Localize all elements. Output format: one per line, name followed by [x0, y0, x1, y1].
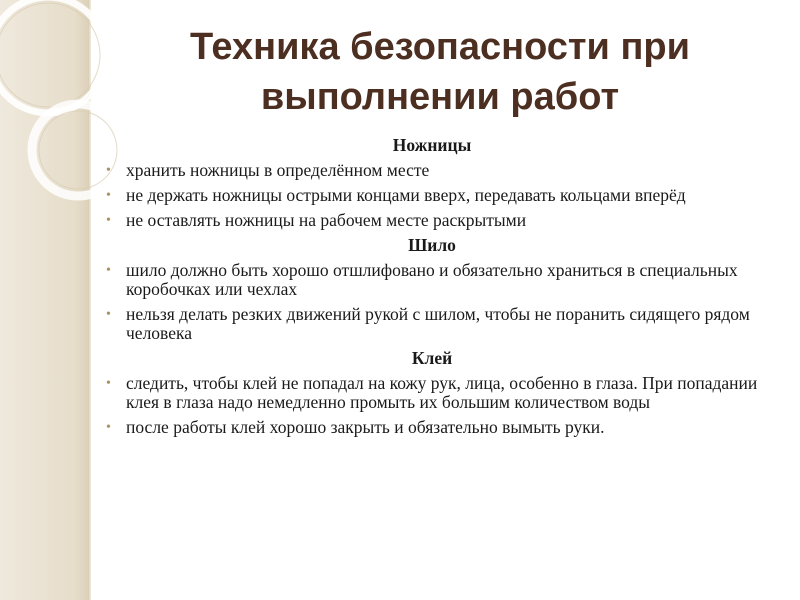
list-item [102, 261, 762, 299]
slide-title: Техника безопасности при выполнении работ [190, 26, 690, 118]
section-heading: Ножницы [392, 135, 472, 155]
bullet-icon: • [106, 307, 111, 322]
list-item-text: шило должно быть хорошо отшлифовано и обязательно храниться в специальных коробочках или чехлах [126, 260, 738, 299]
section-heading: Шило [408, 235, 456, 255]
section-heading: Клей [411, 348, 453, 368]
list-item-text: не оставлять ножницы на рабочем месте раскрытыми [126, 210, 527, 230]
list-item [102, 186, 762, 205]
bullet-icon: • [106, 420, 111, 435]
section-scissors [102, 136, 762, 230]
bullet-list [102, 374, 762, 437]
large-ring-shadow [0, 3, 100, 107]
list-item [102, 305, 762, 343]
bullet-list [102, 161, 762, 230]
list-item-text: следить, чтобы клей не попадал на кожу рук, лица, особенно в глаза. При попадании клея в глаза надо немедленно промыть их большим количеством воды [126, 373, 758, 412]
list-item-text: нельзя делать резких движений рукой с шилом, чтобы не поранить сидящего рядом человека [126, 304, 750, 343]
bullet-icon: • [106, 213, 111, 228]
list-item [102, 418, 762, 437]
section-glue [102, 349, 762, 437]
slide-content [102, 136, 762, 443]
bullet-icon: • [106, 163, 111, 178]
list-item [102, 374, 762, 412]
list-item [102, 211, 762, 230]
section-awl [102, 236, 762, 343]
bullet-icon: • [106, 188, 111, 203]
list-item-text: хранить ножницы в определённом месте [126, 160, 430, 180]
bullet-icon: • [106, 376, 111, 391]
list-item [102, 161, 762, 180]
list-item-text: после работы клей хорошо закрыть и обязательно вымыть руки. [126, 417, 605, 437]
bullet-list [102, 261, 762, 343]
bullet-icon: • [106, 263, 111, 278]
list-item-text: не держать ножницы острыми концами вверх, передавать кольцами вперёд [126, 185, 686, 205]
